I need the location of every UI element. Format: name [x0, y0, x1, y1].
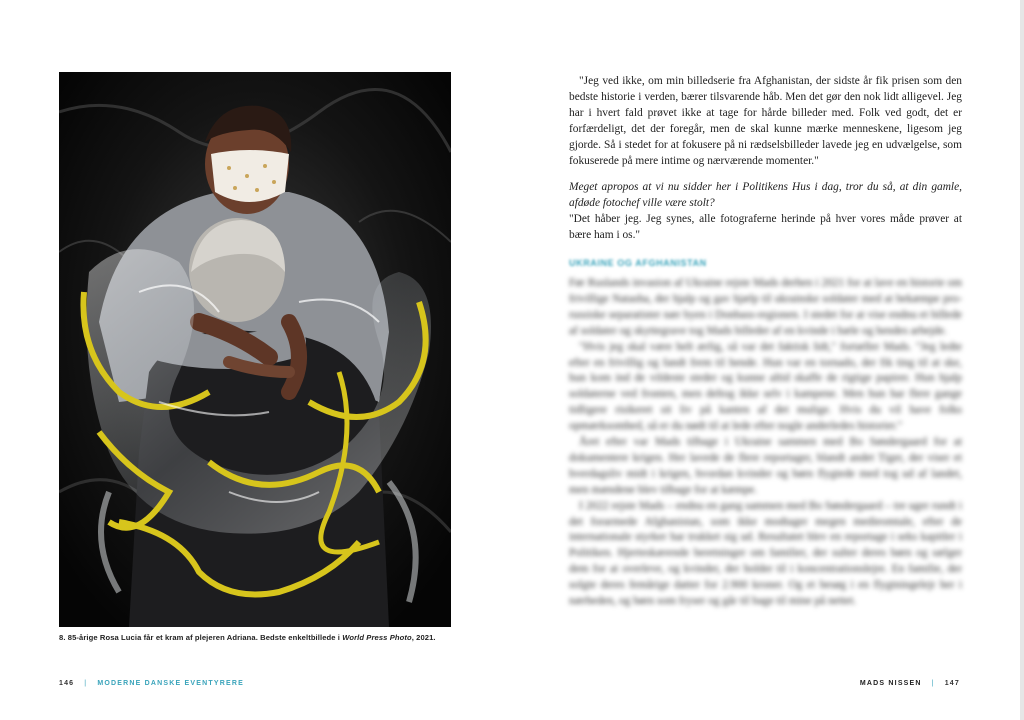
blurred-paragraph: Året efter var Mads tilbage i Ukraine sammen med Bo Søndergaard for at dokumentere krigen. Her lavede de flere reportager, blandt andet Tiger, der viser et hverdagsliv midt i krigen, hvordan kvinder og børn flygtede med tog ud af landet, men mændene blev tilbage for at kæmpe. — [569, 436, 962, 496]
interview-question: Meget apropos at vi nu sidder her i Politikens Hus i dag, tror du så, at din gamle, afdøde fotochef ville være stolt? — [569, 181, 962, 210]
embrace-photo-illustration — [59, 72, 451, 627]
blurred-paragraph: Før Ruslands invasion af Ukraine rejste Mads derhen i 2021 for at lave en historie om frivillige Natasha, der hjalp og gav hjælp til ukrainske soldater med at bekæmpe pro-russiske separatister nær byen i Donbass-regionen. I stedet for at vise endnu et billede af soldater og skyttegrave tog Mads billeder af en kvinde i hæle og hendes arbejde. — [569, 276, 962, 337]
folio-divider: | — [931, 680, 935, 687]
caption-suffix: , 2021. — [411, 633, 436, 642]
footer-right — [860, 680, 960, 687]
quote-paragraph: "Jeg ved ikke, om min billedserie fra Afghanistan, der sidste år fik prisen som den bedste historie i verden, bærer tilsvarende håb. Men det gør den nok lidt alligevel. Jeg har i hvert fald prøvet ikke at tage for hårde billeder med. Folk ved godt, det er forfærdeligt, det der foregår, men de skal kunne mærke menneskene, ligesom jeg gjorde. Så i stedet for at fokusere på ni rædselsbilleder lavede jeg en udvælgelse, som fokuserede på mere intime og nærværende momenter." — [569, 75, 962, 167]
page-number-right: 147 — [944, 680, 960, 687]
blurred-body-text — [569, 276, 962, 610]
blurred-paragraph: "Hvis jeg skal være helt ærlig, så var det faktisk lidt," fortæller Mads. "Jeg ledte efter en frivillig og fandt frem til hende. Hun var en tornado, der fik ting til at ske, hun kom ind de vildeste steder og kunne altid skaffe de rigtige papirer. Hun hjalp soldaterne ved fronten, men deltog ikke selv i kampene. Men hun har flere gange tidligere risikeret sit liv på kanten af det mulige. Hvis du vil have folks opmærksomhed, så er du nødt til at lede efter nogle anderledes historier." — [569, 340, 962, 433]
embrace-photo — [59, 72, 451, 627]
body-text-column — [569, 74, 962, 610]
blurred-paragraph: I 2022 rejste Mads – endnu en gang sammen med Bo Søndergaard – tre uger rundt i det forarmede Afghanistan, som ikke modtager megen medieomtale, efter de internationale styrker har trukket sig ud. Resultatet blev en reportage i seks kapitler i Politiken. Hjerteskærende beretninger om familier, der sulter deres børn og sælger dem for at overleve, og kvinder, der holder til i koncentrationslejre. En familie, der solgte deres femårige datter for 2.900 kroner. Og et besøg i en flygtningelejr her i nærheden, og børn som fryser og går til bage til mine på nettet. — [569, 499, 962, 608]
caption-text: 8. 85-årige Rosa Lucia får et kram af plejeren Adriana. Bedste enkeltbillede i — [59, 633, 343, 642]
interview-answer: "Det håber jeg. Jeg synes, alle fotograferne herinde på hver vores måde prøver at bære ham i os." — [569, 213, 962, 242]
running-title: MODERNE DANSKE EVENTYRERE — [97, 680, 244, 687]
page-edge — [1020, 0, 1024, 720]
footer-left — [59, 680, 244, 687]
photo-caption — [59, 633, 459, 642]
folio-divider: | — [84, 680, 88, 687]
section-subheading: UKRAINE OG AFGHANISTAN — [569, 258, 707, 269]
running-author: MADS NISSEN — [859, 680, 922, 687]
caption-italic: World Press Photo — [342, 633, 412, 642]
page-number-left: 146 — [59, 680, 75, 687]
